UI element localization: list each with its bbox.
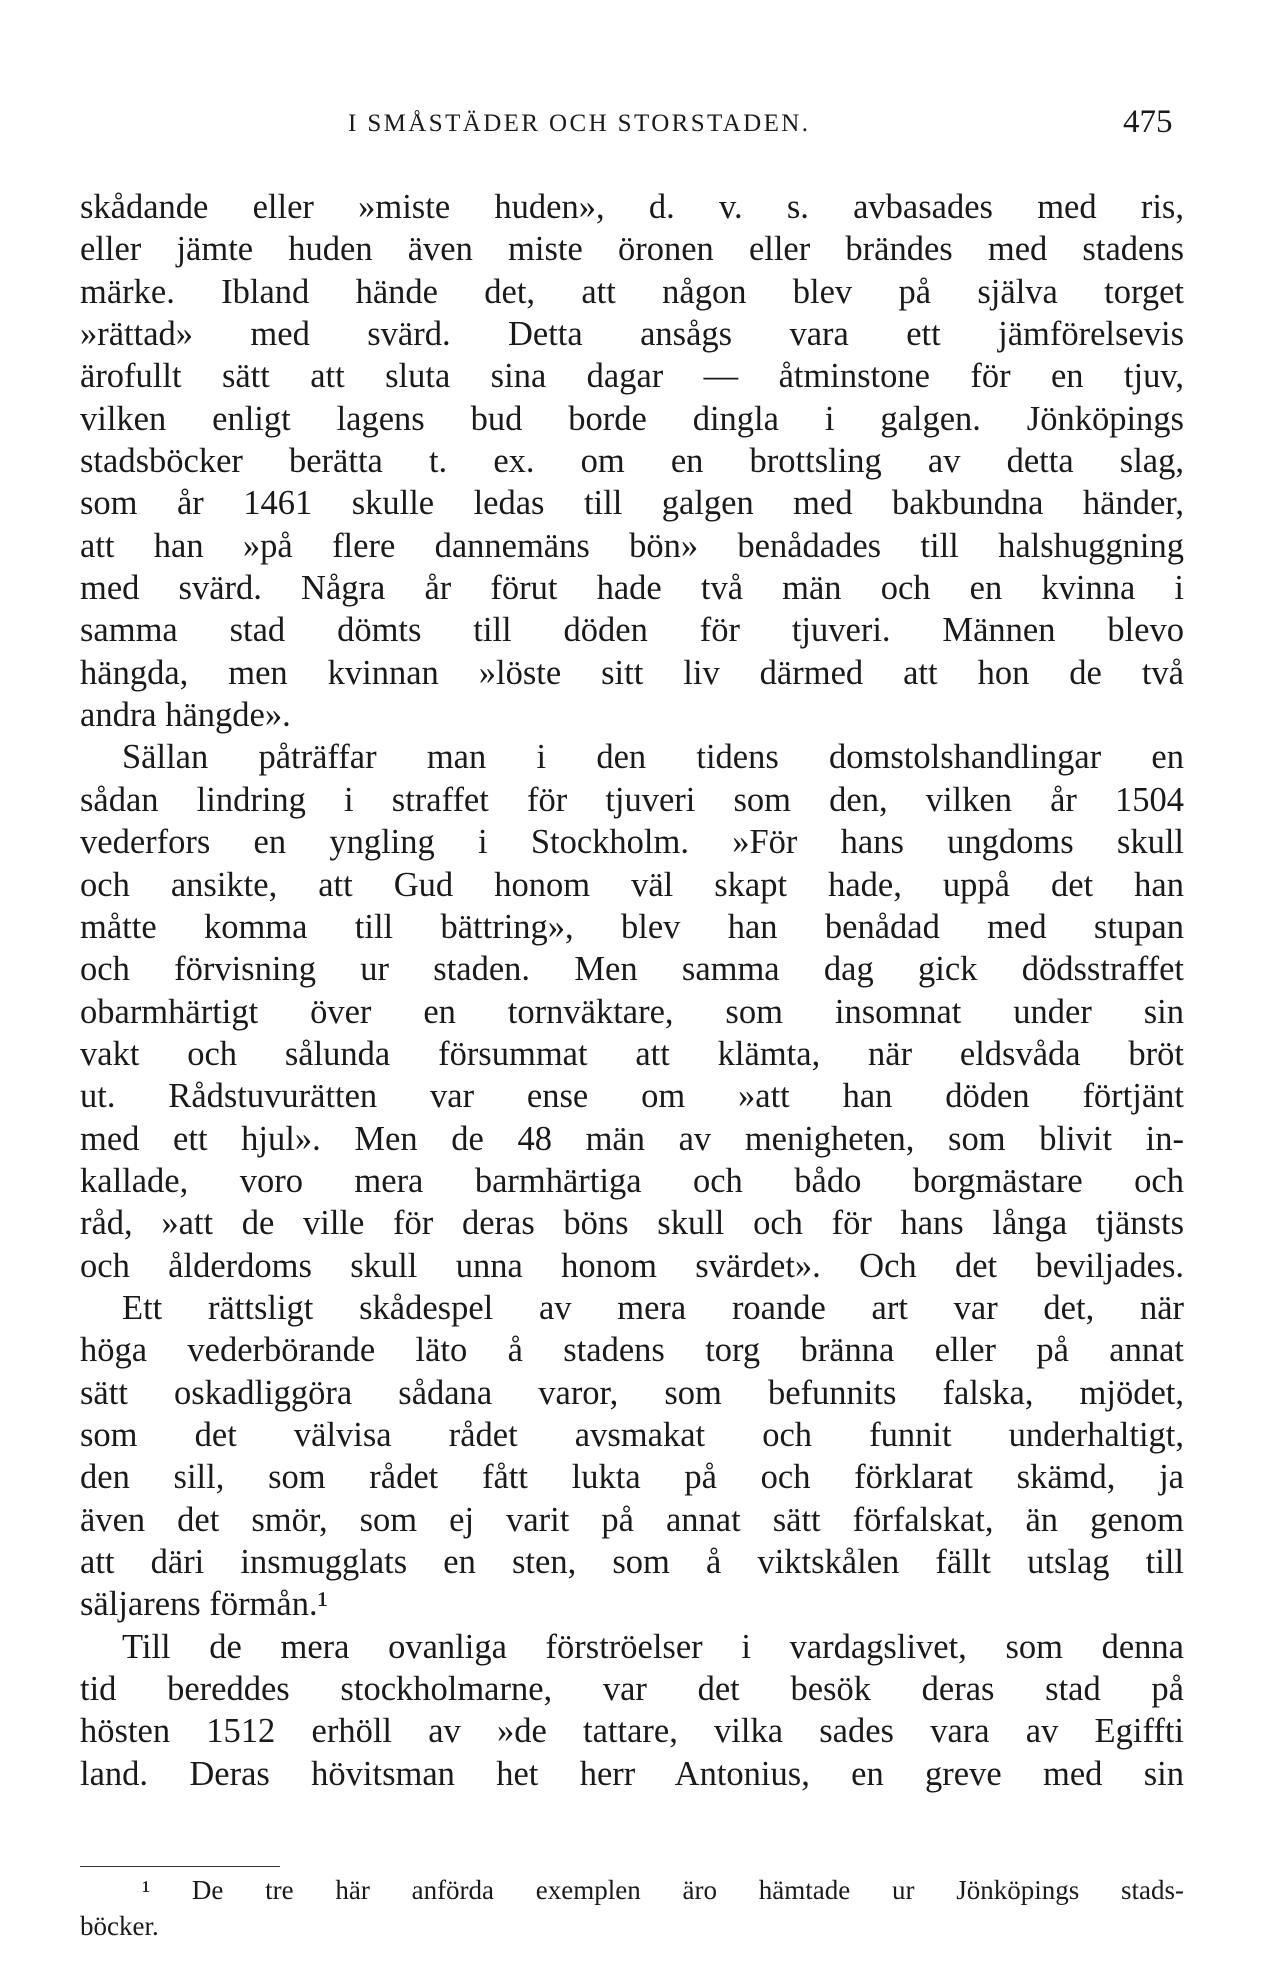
text-line: vederfors en yngling i Stockholm. »För hans ungdoms skull bbox=[80, 823, 1184, 862]
text-line: vakt och sålunda försummat att klämta, när eldsvåda bröt bbox=[80, 1034, 1184, 1073]
text-line: måtte komma till bättring», blev han benådad med stupan bbox=[80, 907, 1184, 946]
text-line: samma stad dömts till döden för tjuveri. Männen blevo bbox=[80, 611, 1184, 650]
footnote-divider bbox=[80, 1866, 280, 1867]
text-line: som år 1461 skulle ledas till galgen med bakbundna händer, bbox=[80, 484, 1184, 523]
body-text bbox=[80, 186, 1184, 1795]
text-line: vilken enligt lagens bud borde dingla i galgen. Jönköpings bbox=[80, 399, 1184, 438]
text-line: med svärd. Några år förut hade två män och en kvinna i bbox=[80, 569, 1184, 608]
text-line: hösten 1512 erhöll av »de tattare, vilka sades vara av Egiffti bbox=[80, 1712, 1184, 1751]
text-line: hängda, men kvinnan »löste sitt liv därmed att hon de två bbox=[80, 653, 1184, 692]
text-line: kallade, voro mera barmhärtiga och bådo borgmästare och bbox=[80, 1161, 1184, 1200]
text-line: med ett hjul». Men de 48 män av menigheten, som blivit in- bbox=[80, 1119, 1184, 1158]
text-line: råd, »att de ville för deras böns skull och för hans långa tjänsts bbox=[80, 1204, 1184, 1243]
text-line: att han »på flere dannemäns bön» benådades till halshuggning bbox=[80, 526, 1184, 565]
text-line: sätt oskadliggöra sådana varor, som befunnits falska, mjödet, bbox=[80, 1373, 1184, 1412]
text-line: märke. Ibland hände det, att någon blev på själva torget bbox=[80, 272, 1184, 311]
text-line: och ansikte, att Gud honom väl skapt hade, uppå det han bbox=[80, 865, 1184, 904]
text-line: sådan lindring i straffet för tjuveri som den, vilken år 1504 bbox=[80, 780, 1184, 819]
text-line: tid bereddes stockholmarne, var det besök deras stad på bbox=[80, 1670, 1184, 1709]
text-line: stadsböcker berätta t. ex. om en brottsling av detta slag, bbox=[80, 442, 1184, 481]
running-header bbox=[0, 104, 1284, 144]
text-line: och förvisning ur staden. Men samma dag gick dödsstraffet bbox=[80, 950, 1184, 989]
paragraph-start-line: Sällan påträffar man i den tidens domstolshandlingar en bbox=[122, 738, 1184, 777]
footnote bbox=[80, 1872, 1184, 1944]
text-line: höga vederbörande läto å stadens torg bränna eller på annat bbox=[80, 1331, 1184, 1370]
text-line: »rättad» med svärd. Detta ansågs vara ett jämförelsevis bbox=[80, 315, 1184, 354]
text-line: som det välvisa rådet avsmakat och funnit underhaltigt, bbox=[80, 1415, 1184, 1454]
text-line: obarmhärtigt över en tornväktare, som insomnat under sin bbox=[80, 992, 1184, 1031]
text-line: skådande eller »miste huden», d. v. s. avbasades med ris, bbox=[80, 188, 1184, 226]
text-line: säljarens förmån.¹ bbox=[80, 1585, 328, 1624]
footnote-line: böcker. bbox=[80, 1911, 159, 1941]
text-line: ut. Rådstuvurätten var ense om »att han döden förtjänt bbox=[80, 1077, 1184, 1116]
text-line: även det smör, som ej varit på annat sätt förfalskat, än genom bbox=[80, 1500, 1184, 1539]
text-line: ärofullt sätt att sluta sina dagar — åtminstone för en tjuv, bbox=[80, 357, 1184, 396]
text-line: andra hängde». bbox=[80, 696, 291, 735]
text-line: eller jämte huden även miste öronen eller brändes med stadens bbox=[80, 230, 1184, 269]
paragraph-start-line: Ett rättsligt skådespel av mera roande art var det, när bbox=[122, 1288, 1184, 1327]
footnote-line: ¹ De tre här anförda exemplen äro hämtade ur Jönköpings stads- bbox=[142, 1875, 1184, 1905]
page-number: 475 bbox=[1123, 104, 1173, 140]
text-line: och ålderdoms skull unna honom svärdet». Och det beviljades. bbox=[80, 1246, 1184, 1285]
text-line: land. Deras hövitsman het herr Antonius, en greve med sin bbox=[80, 1754, 1184, 1793]
paragraph-start-line: Till de mera ovanliga förströelser i vardagslivet, som denna bbox=[122, 1627, 1184, 1666]
text-line: den sill, som rådet fått lukta på och förklarat skämd, ja bbox=[80, 1458, 1184, 1497]
chapter-title: I SMÅSTÄDER OCH STORSTADEN. bbox=[348, 110, 811, 137]
text-line: att däri insmugglats en sten, som å viktskålen fällt utslag till bbox=[80, 1543, 1184, 1581]
